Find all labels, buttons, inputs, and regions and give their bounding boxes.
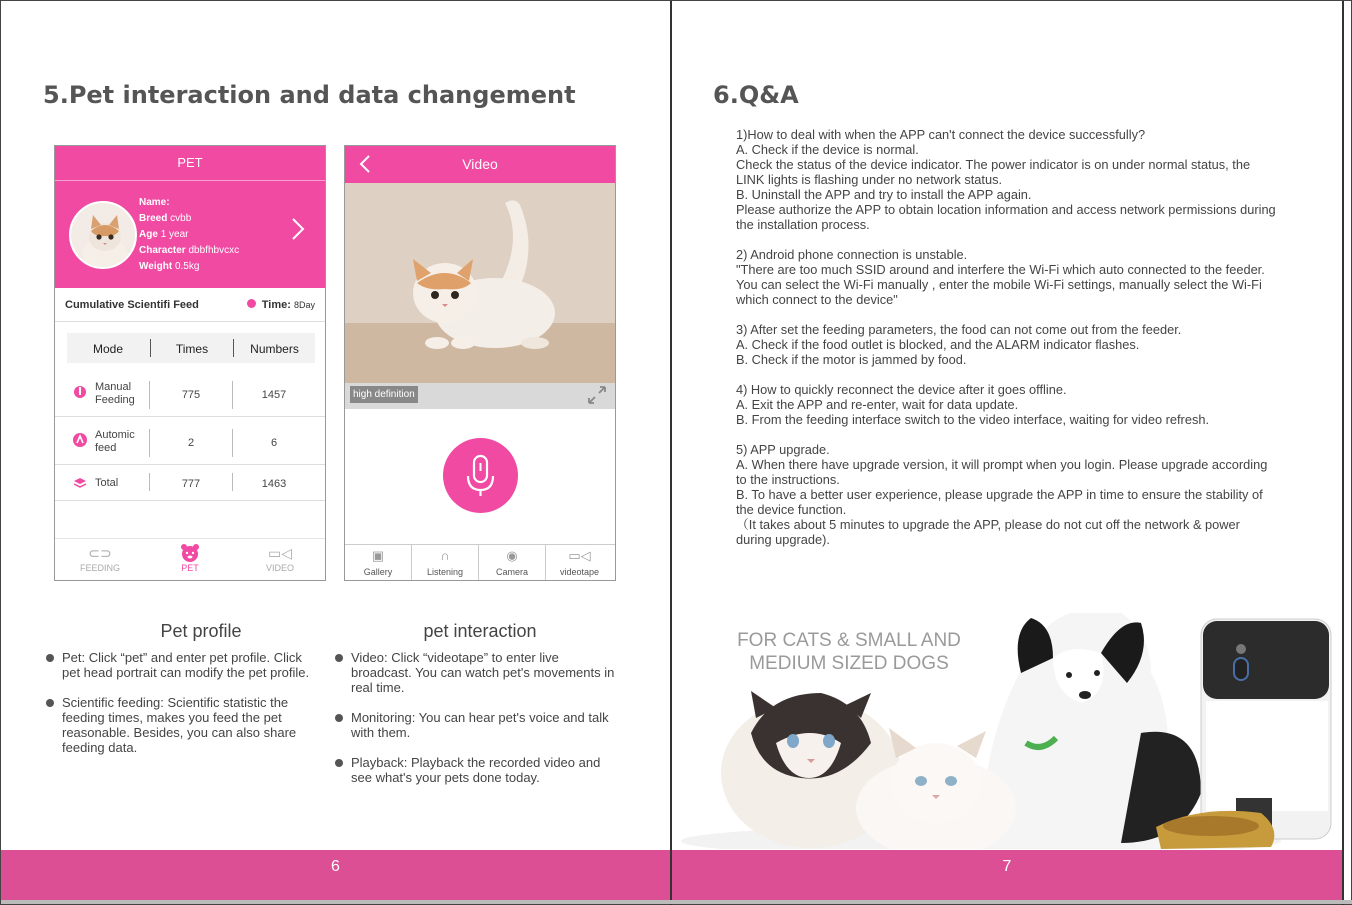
tab-listening[interactable] bbox=[412, 545, 479, 581]
tab-gallery[interactable] bbox=[345, 545, 412, 581]
auto-feed-icon bbox=[73, 433, 87, 447]
qa-item: 2) Android phone connection is unstable. "There are too much SSID around and interfere the Wi-Fi which auto connected to the feeder. You can select the Wi-Fi manually , enter the mobile Wi-Fi settings, manually select the Wi-Fi which connect to the device" bbox=[736, 247, 1265, 307]
pet-card[interactable] bbox=[55, 180, 325, 288]
pet-profile-bullets bbox=[46, 650, 316, 770]
tab-feeding[interactable] bbox=[55, 543, 145, 573]
cumulative-feed-label: Cumulative Scientifi Feed bbox=[65, 299, 199, 311]
list-item: Scientific feeding: Scientific statistic the feeding times, makes you feed the pet reasonable. Besides, you can also share feeding data. bbox=[46, 695, 316, 755]
mode-line2: Feeding bbox=[95, 394, 135, 406]
video-record-icon: ▭◁ bbox=[568, 548, 591, 563]
tab-listening-label: Listening bbox=[426, 567, 464, 577]
kitten-portrait-icon bbox=[71, 203, 137, 269]
numbers-cell: 1457 bbox=[261, 389, 287, 401]
promo-text bbox=[724, 629, 974, 675]
tab-gallery-label: Gallery bbox=[363, 567, 393, 577]
image-icon: ▣ bbox=[371, 548, 385, 563]
mode-line1: Automic bbox=[95, 429, 135, 441]
footer-bar-right bbox=[672, 850, 1342, 900]
mode-line1: Manual bbox=[95, 381, 132, 393]
section-title-pet-interaction: 5.Pet interaction and data changement bbox=[43, 81, 576, 109]
section-title-qa: 6.Q&A bbox=[713, 81, 799, 109]
left-page bbox=[1, 1, 670, 905]
video-screen-tabbar bbox=[345, 544, 615, 580]
pet-character-label: Character bbox=[139, 245, 186, 256]
pet-interaction-bullets bbox=[335, 650, 615, 800]
page-fold bbox=[670, 1, 672, 905]
times-cell: 777 bbox=[181, 478, 201, 490]
page-edge bbox=[1342, 1, 1344, 905]
tab-pet[interactable] bbox=[145, 543, 235, 573]
feed-time bbox=[247, 299, 315, 311]
layers-icon bbox=[73, 477, 87, 491]
video-camera-icon: ▭◁ bbox=[268, 545, 292, 561]
pet-profile-heading: Pet profile bbox=[160, 621, 242, 641]
bowl-icon: ⊂⊃ bbox=[88, 545, 112, 561]
list-item: Video: Click “videotape” to enter live broadcast. You can watch pet's movements in real time. bbox=[335, 650, 615, 695]
tab-videotape-label: videotape bbox=[559, 567, 600, 577]
list-item: Playback: Playback the recorded video and see what's your pets done today. bbox=[335, 755, 615, 785]
mode-line2: feed bbox=[95, 442, 117, 454]
qa-item: 5) APP upgrade. A. When there have upgrade version, it will prompt when you login. Please upgrade according to the instructions. B. To have a better user experience, please upgrade the APP in time to ensure the stability of the device function. （It takes about 5 minutes to upgrade the APP, please do not cut off the network & power during upgrade). bbox=[736, 442, 1268, 547]
column-mode: Mode bbox=[92, 342, 124, 356]
video-screen-mockup bbox=[344, 145, 616, 581]
qa-item: 4) How to quickly reconnect the device after it goes offline. A. Exit the APP and re-enter, wait for data update. B. From the feeding interface switch to the video interface, waiting for video refresh. bbox=[736, 382, 1210, 427]
pet-breed-value: cvbb bbox=[170, 213, 192, 224]
qa-list bbox=[736, 127, 1276, 562]
time-label: Time: bbox=[261, 299, 291, 311]
camera-icon: ◉ bbox=[506, 548, 518, 563]
pet-name-label: Name: bbox=[139, 197, 170, 208]
tab-video[interactable] bbox=[235, 543, 325, 573]
tab-videotape[interactable] bbox=[546, 545, 613, 581]
kitten-video-image bbox=[345, 183, 615, 383]
time-value: 8Day bbox=[293, 300, 315, 310]
promo-line-1: FOR CATS & SMALL AND bbox=[737, 630, 961, 651]
clock-icon bbox=[247, 299, 256, 308]
pet-weight-label: Weight bbox=[139, 261, 173, 272]
pet-interaction-heading: pet interaction bbox=[423, 621, 537, 641]
column-times: Times bbox=[175, 342, 209, 356]
tab-feeding-label: FEEDING bbox=[79, 563, 120, 573]
pet-age-value: 1 year bbox=[160, 229, 189, 240]
pet-age-label: Age bbox=[139, 229, 158, 240]
pet-breed-label: Breed bbox=[139, 213, 168, 224]
hand-pointer-icon bbox=[73, 385, 87, 399]
video-controls-bar bbox=[345, 383, 615, 409]
table-row bbox=[55, 467, 325, 501]
page-number-left: 6 bbox=[331, 858, 340, 875]
microphone-talk-button[interactable] bbox=[443, 438, 518, 513]
pet-character-value: dbbfhbvcxc bbox=[188, 245, 240, 256]
tab-pet-label: PET bbox=[181, 563, 199, 573]
column-numbers: Numbers bbox=[250, 342, 299, 356]
pet-avatar[interactable] bbox=[69, 201, 137, 269]
pet-info bbox=[139, 195, 239, 275]
pet-weight-value: 0.5kg bbox=[174, 261, 200, 272]
list-item: Monitoring: You can hear pet's voice and talk with them. bbox=[335, 710, 615, 740]
times-cell: 775 bbox=[181, 389, 201, 401]
table-row bbox=[55, 373, 325, 417]
times-cell: 2 bbox=[187, 437, 195, 449]
numbers-cell: 1463 bbox=[261, 478, 287, 490]
pet-screen-header: PET bbox=[55, 146, 325, 180]
microphone-icon bbox=[443, 438, 518, 513]
promo-banner bbox=[681, 613, 1333, 849]
video-screen-title: Video bbox=[462, 156, 498, 172]
promo-line-2: MEDIUM SIZED DOGS bbox=[749, 653, 949, 674]
pet-screen-tabbar bbox=[55, 538, 325, 580]
tab-video-label: VIDEO bbox=[265, 563, 294, 573]
table-row bbox=[55, 421, 325, 465]
tab-camera-label: Camera bbox=[495, 567, 528, 577]
bottom-edge bbox=[1, 900, 1352, 904]
cumulative-feed-row bbox=[55, 288, 325, 322]
numbers-cell: 6 bbox=[270, 437, 278, 449]
headphones-icon: ∩ bbox=[440, 548, 450, 563]
video-screen-header bbox=[345, 146, 615, 183]
footer-bar-left bbox=[1, 850, 670, 900]
fullscreen-icon[interactable] bbox=[587, 385, 607, 410]
pet-screen-mockup bbox=[54, 145, 326, 581]
page-number-right: 7 bbox=[1002, 858, 1012, 875]
chevron-right-icon[interactable] bbox=[291, 217, 305, 248]
qa-item: 3) After set the feeding parameters, the food can not come out from the feeder. A. Check if the food outlet is blocked, and the ALARM indicator flashes. B. Check if the motor is jammed by food. bbox=[736, 322, 1182, 367]
bear-face-icon bbox=[145, 543, 235, 563]
tab-camera[interactable] bbox=[479, 545, 546, 581]
high-definition-button[interactable]: high definition bbox=[350, 386, 418, 403]
list-item: Pet: Click “pet” and enter pet profile. Click pet head portrait can modify the pet profile. bbox=[46, 650, 316, 680]
live-video-feed[interactable] bbox=[345, 183, 615, 383]
feeding-table-header bbox=[67, 333, 315, 363]
qa-item: 1)How to deal with when the APP can't connect the device successfully? A. Check if the device is normal. Check the status of the device indicator. The power indicator is on under normal status, the LINK lights is flashing under no network status. B. Uninstall the APP and try to install the APP again. Please authorize the APP to obtain location information and access network permissions during the installation process. bbox=[736, 127, 1276, 232]
mode-line1: Total bbox=[95, 477, 119, 489]
